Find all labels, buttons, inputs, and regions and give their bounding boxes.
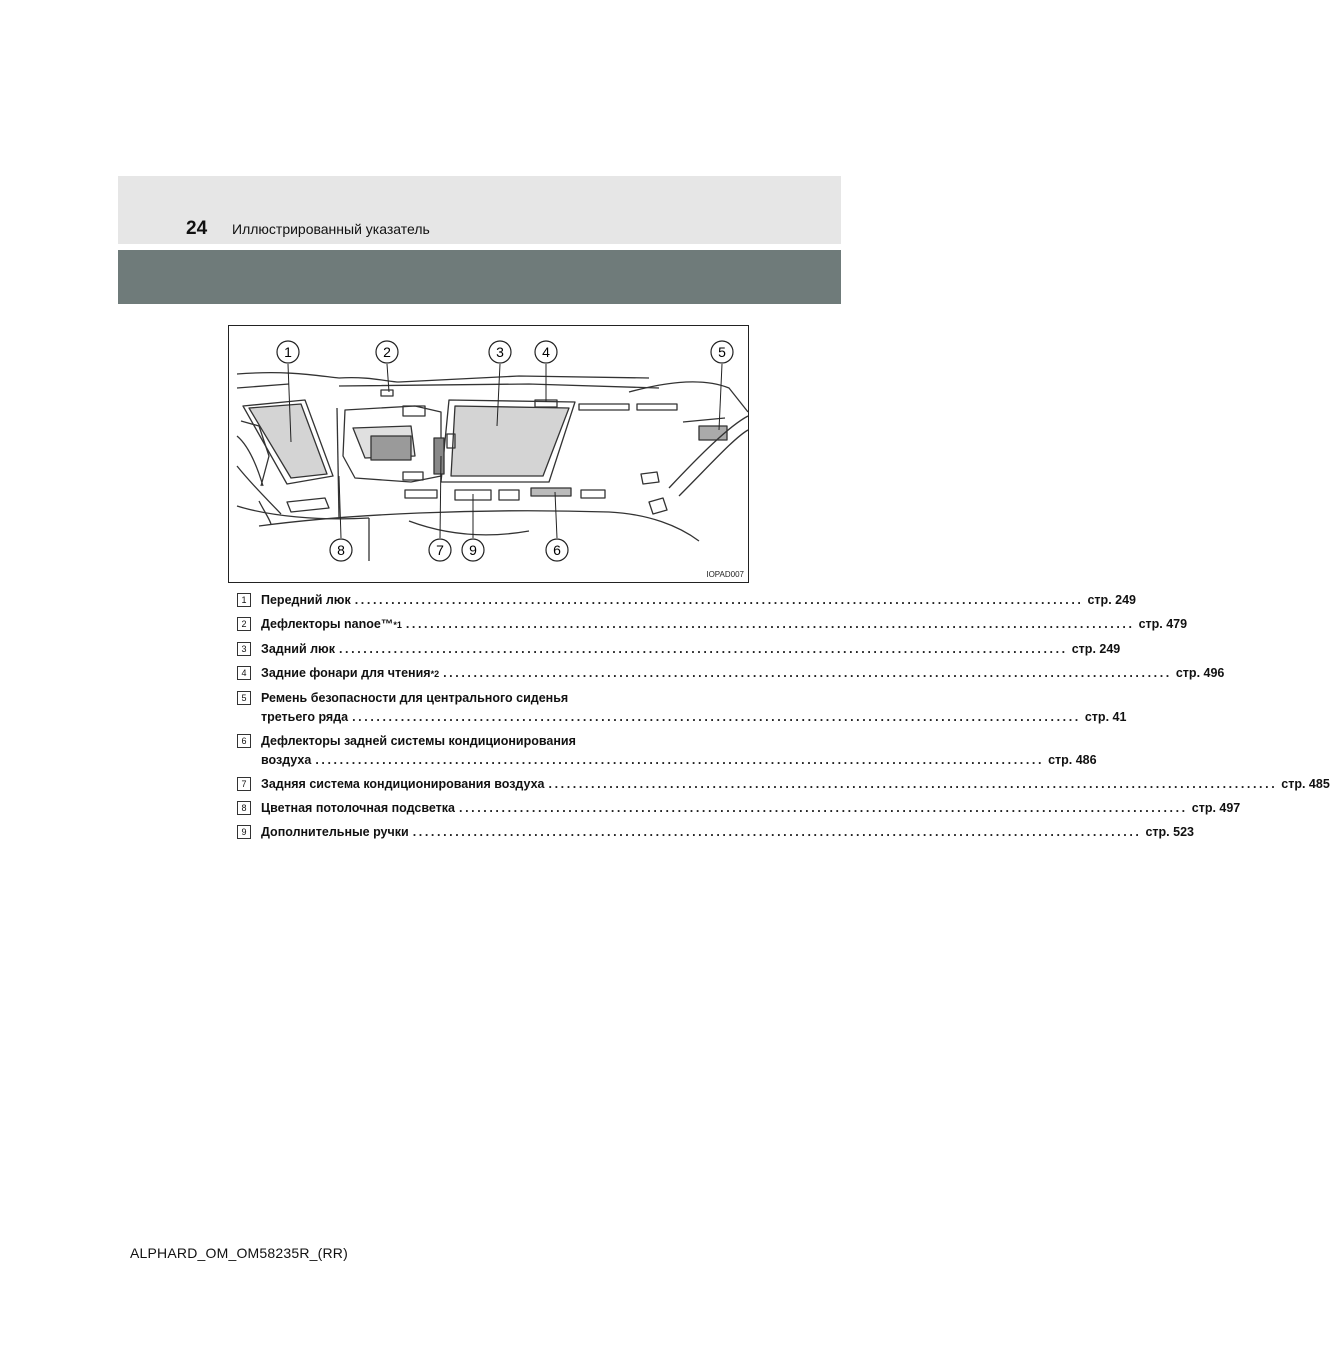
svg-text:7: 7 <box>436 542 444 558</box>
legend-item <box>237 665 1225 682</box>
ceiling-drawing <box>229 326 748 582</box>
item-number-badge: 8 <box>237 801 251 815</box>
callout-3 <box>489 341 511 363</box>
svg-text:4: 4 <box>542 344 550 360</box>
legend-item <box>237 592 1136 608</box>
item-label: Передний люк <box>261 593 351 607</box>
section-title: Иллюстрированный указатель <box>232 221 430 237</box>
legend-item <box>237 824 1194 840</box>
svg-text:9: 9 <box>469 542 477 558</box>
leader-dots: ........................................................................................................................ <box>443 666 1172 680</box>
item-number-badge: 7 <box>237 777 251 791</box>
page-reference: стр. 486 <box>1048 753 1097 767</box>
svg-text:5: 5 <box>718 344 726 360</box>
page-reference: стр. 523 <box>1145 825 1194 839</box>
svg-text:1: 1 <box>284 344 292 360</box>
item-number-badge: 9 <box>237 825 251 839</box>
footnote-mark: *1 <box>393 620 402 630</box>
leader-dots: ........................................................................................................................ <box>315 753 1045 767</box>
leader-dots: ........................................................................................................................ <box>459 801 1188 815</box>
page-reference: стр. 497 <box>1191 801 1241 815</box>
leader-dots: ........................................................................................................................ <box>405 617 1135 631</box>
callout-4 <box>535 341 557 363</box>
legend-item <box>237 733 1097 768</box>
legend-item <box>237 800 1241 816</box>
legend-item <box>237 690 1127 725</box>
item-label: Дефлекторы задней системы кондиционирования <box>261 734 576 748</box>
item-label: Ремень безопасности для центрального сиденья <box>261 691 569 705</box>
item-label: третьего ряда <box>261 710 349 724</box>
figure-code: IOPAD007 <box>706 570 744 579</box>
item-label: Задняя система кондиционирования воздуха <box>261 777 545 791</box>
ceiling-illustration <box>228 325 749 583</box>
section-bar <box>118 250 841 304</box>
callout-1 <box>277 341 299 363</box>
leader-dots: ........................................................................................................................ <box>352 710 1081 724</box>
page-number: 24 <box>186 218 208 239</box>
item-number-badge: 2 <box>237 617 251 631</box>
svg-text:8: 8 <box>337 542 345 558</box>
page-reference: стр. 496 <box>1175 666 1225 680</box>
legend-item <box>237 641 1121 657</box>
header-band <box>118 176 841 244</box>
item-label: Задние фонари для чтения <box>261 666 431 680</box>
page-reference: стр. 479 <box>1138 617 1188 631</box>
item-number-badge: 6 <box>237 734 251 748</box>
item-label: Дополнительные ручки <box>261 825 409 839</box>
item-number-badge: 5 <box>237 691 251 705</box>
item-number-badge: 4 <box>237 666 251 680</box>
legend-item <box>237 616 1188 633</box>
callout-8 <box>330 539 352 561</box>
footnote-mark: *2 <box>430 669 440 679</box>
callout-6 <box>546 539 568 561</box>
item-label: Задний люк <box>261 642 335 656</box>
svg-text:3: 3 <box>496 344 504 360</box>
leader-dots: ........................................................................................................................ <box>338 642 1068 656</box>
item-number-badge: 1 <box>237 593 251 607</box>
document-code: ALPHARD_OM_OM58235R_(RR) <box>130 1245 348 1261</box>
page-reference: стр. 485 <box>1281 777 1330 791</box>
page-reference: стр. 249 <box>1087 593 1136 607</box>
callout-7 <box>429 539 451 561</box>
item-label: воздуха <box>261 753 312 767</box>
page-reference: стр. 249 <box>1071 642 1121 656</box>
item-label: Цветная потолочная подсветка <box>261 801 455 815</box>
legend-item <box>237 776 1330 792</box>
leader-dots: ........................................................................................................................ <box>354 593 1084 607</box>
item-number-badge: 3 <box>237 642 251 656</box>
callout-2 <box>376 341 398 363</box>
item-label: Дефлекторы nanoe™ <box>261 617 394 631</box>
page-reference: стр. 41 <box>1084 710 1127 724</box>
svg-text:6: 6 <box>553 542 561 558</box>
callout-9 <box>462 539 484 561</box>
svg-text:2: 2 <box>383 344 391 360</box>
callout-5 <box>711 341 733 363</box>
leader-dots: ........................................................................................................................ <box>548 777 1278 791</box>
leader-dots: ........................................................................................................................ <box>412 825 1142 839</box>
legend-list <box>237 592 1330 840</box>
